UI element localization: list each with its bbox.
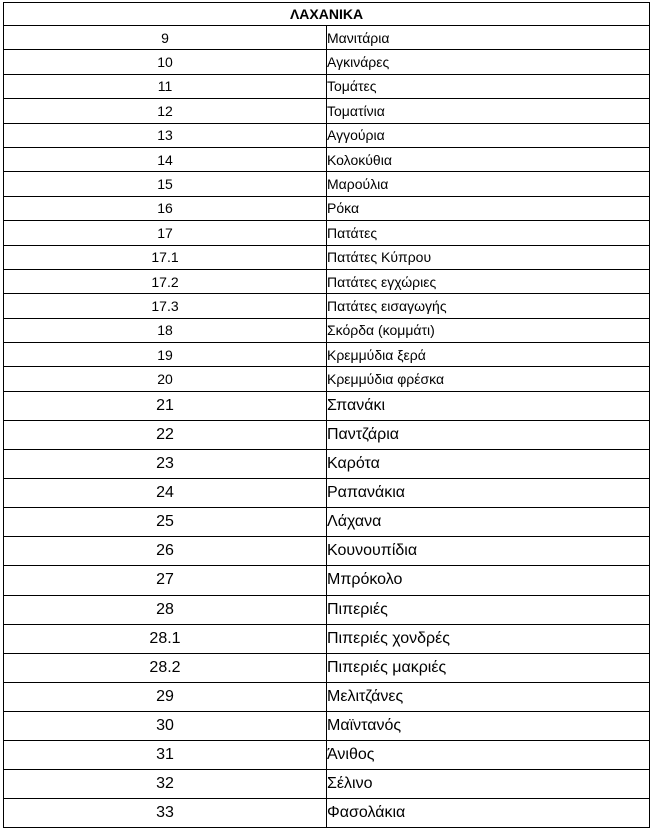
table-row: [4, 740, 650, 769]
item-name-cell: Σκόρδα (κομμάτι): [327, 318, 650, 342]
item-number-cell: 22: [4, 420, 327, 449]
item-number-cell: 28.1: [4, 624, 327, 653]
table-row: [4, 294, 650, 318]
item-number-cell: 17.3: [4, 294, 327, 318]
table-row: [4, 99, 650, 123]
table-row: [4, 711, 650, 740]
item-name-cell: Πιπεριές χονδρές: [327, 624, 650, 653]
item-number-cell: 20: [4, 367, 327, 391]
item-number-cell: 25: [4, 508, 327, 537]
table-header-row: [4, 3, 650, 26]
item-name-cell: Μαρούλια: [327, 172, 650, 196]
table-row: [4, 508, 650, 537]
item-number-cell: 17.2: [4, 269, 327, 293]
item-number-cell: 17.1: [4, 245, 327, 269]
table-row: [4, 343, 650, 367]
table-row: [4, 74, 650, 98]
table-row: [4, 595, 650, 624]
item-number-cell: 17: [4, 221, 327, 245]
item-number-cell: 15: [4, 172, 327, 196]
item-number-cell: 30: [4, 711, 327, 740]
item-number-cell: 27: [4, 566, 327, 595]
table-row: [4, 367, 650, 391]
item-name-cell: Τοματίνια: [327, 99, 650, 123]
item-name-cell: Αγγούρια: [327, 123, 650, 147]
table-row: [4, 172, 650, 196]
table-row: [4, 391, 650, 420]
item-number-cell: 26: [4, 537, 327, 566]
table-row: [4, 318, 650, 342]
table-row: [4, 682, 650, 711]
item-number-cell: 19: [4, 343, 327, 367]
item-name-cell: Κολοκύθια: [327, 147, 650, 171]
item-number-cell: 14: [4, 147, 327, 171]
item-name-cell: Ραπανάκια: [327, 479, 650, 508]
table-row: [4, 653, 650, 682]
item-name-cell: Κουνουπίδια: [327, 537, 650, 566]
item-name-cell: Λάχανα: [327, 508, 650, 537]
table-row: [4, 196, 650, 220]
item-number-cell: 29: [4, 682, 327, 711]
item-name-cell: Πατάτες: [327, 221, 650, 245]
item-name-cell: Μελιτζάνες: [327, 682, 650, 711]
item-number-cell: 11: [4, 74, 327, 98]
table-row: [4, 147, 650, 171]
item-number-cell: 9: [4, 26, 327, 50]
table-row: [4, 420, 650, 449]
table-row: [4, 799, 650, 828]
item-number-cell: 32: [4, 770, 327, 799]
table-row: [4, 566, 650, 595]
item-number-cell: 23: [4, 450, 327, 479]
item-name-cell: Σέλινο: [327, 770, 650, 799]
item-name-cell: Σπανάκι: [327, 391, 650, 420]
table-row: [4, 26, 650, 50]
vegetables-table: [3, 2, 650, 828]
item-number-cell: 10: [4, 50, 327, 74]
item-name-cell: Άνιθος: [327, 740, 650, 769]
table-row: [4, 537, 650, 566]
table-body: [4, 26, 650, 828]
item-number-cell: 28.2: [4, 653, 327, 682]
item-name-cell: Πατάτες Κύπρου: [327, 245, 650, 269]
item-name-cell: Αγκινάρες: [327, 50, 650, 74]
item-number-cell: 21: [4, 391, 327, 420]
table-title: ΛΑΧΑΝΙΚΑ: [4, 3, 650, 26]
item-name-cell: Μανιτάρια: [327, 26, 650, 50]
item-number-cell: 31: [4, 740, 327, 769]
table-row: [4, 624, 650, 653]
item-name-cell: Κρεμμύδια ξερά: [327, 343, 650, 367]
item-number-cell: 28: [4, 595, 327, 624]
item-number-cell: 13: [4, 123, 327, 147]
table-row: [4, 50, 650, 74]
item-name-cell: Παντζάρια: [327, 420, 650, 449]
table-row: [4, 450, 650, 479]
table-row: [4, 269, 650, 293]
item-name-cell: Καρότα: [327, 450, 650, 479]
item-name-cell: Κρεμμύδια φρέσκα: [327, 367, 650, 391]
item-name-cell: Πιπεριές μακριές: [327, 653, 650, 682]
item-number-cell: 33: [4, 799, 327, 828]
item-number-cell: 18: [4, 318, 327, 342]
item-name-cell: Μπρόκολο: [327, 566, 650, 595]
item-name-cell: Πιπεριές: [327, 595, 650, 624]
item-number-cell: 12: [4, 99, 327, 123]
table-row: [4, 770, 650, 799]
table-row: [4, 123, 650, 147]
item-name-cell: Ρόκα: [327, 196, 650, 220]
item-name-cell: Μαϊντανός: [327, 711, 650, 740]
item-name-cell: Τομάτες: [327, 74, 650, 98]
item-name-cell: Πατάτες εγχώριες: [327, 269, 650, 293]
item-number-cell: 24: [4, 479, 327, 508]
item-name-cell: Φασολάκια: [327, 799, 650, 828]
item-number-cell: 16: [4, 196, 327, 220]
item-name-cell: Πατάτες εισαγωγής: [327, 294, 650, 318]
table-row: [4, 479, 650, 508]
table-row: [4, 221, 650, 245]
table-row: [4, 245, 650, 269]
